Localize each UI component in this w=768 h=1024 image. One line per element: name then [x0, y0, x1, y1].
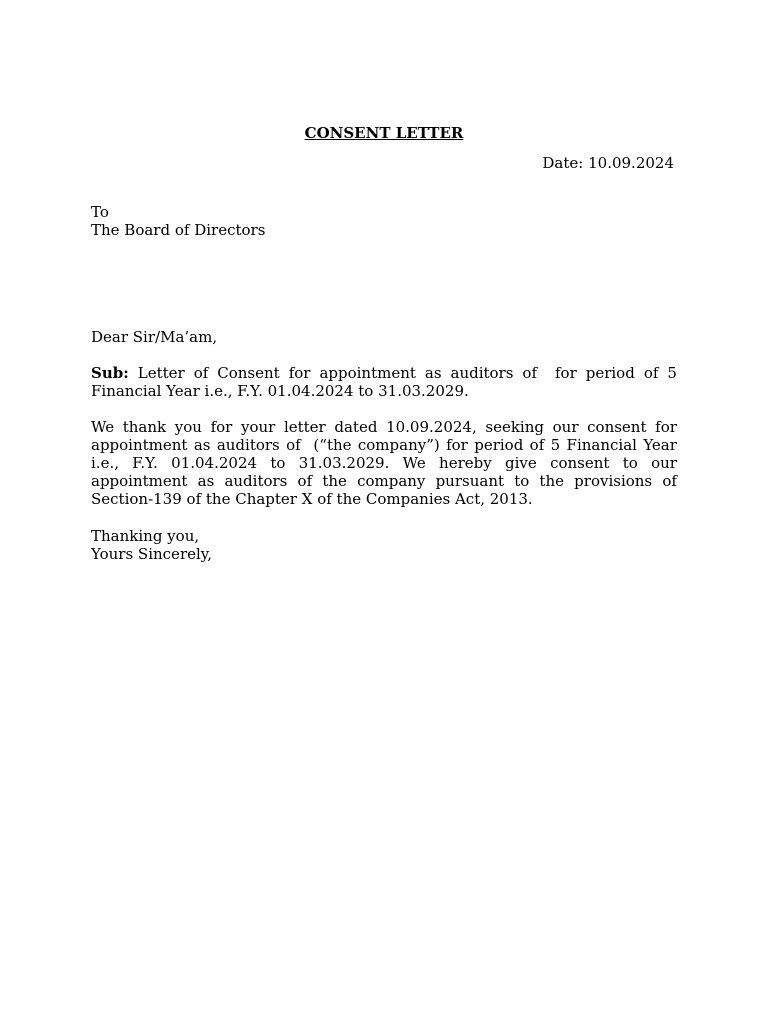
subject-word: for: [554, 364, 577, 382]
subject-word: of: [522, 364, 538, 382]
body-word: seeking: [485, 418, 544, 436]
body-word: you: [174, 418, 202, 436]
subject-word: as: [424, 364, 442, 382]
body-word: Financial: [566, 436, 637, 454]
subject-word: for: [288, 364, 311, 382]
body-word: consent: [550, 454, 610, 472]
subject-word: of: [193, 364, 209, 382]
body-word: to: [514, 472, 530, 490]
body-word: of: [662, 472, 677, 490]
body-word: pursuant: [435, 472, 505, 490]
body-word: We: [402, 454, 426, 472]
body-word: our: [552, 418, 579, 436]
subject-line-1: [91, 364, 677, 382]
body-word: auditors: [224, 472, 288, 490]
body-word: Year: [643, 436, 677, 454]
body-word: company”): [357, 436, 440, 454]
body-word: of: [529, 436, 545, 454]
subject-paragraph: [91, 364, 677, 400]
body-word: period: [474, 436, 524, 454]
body-word: as: [193, 436, 211, 454]
salutation: Dear Sir/Ma’am,: [91, 328, 218, 346]
body-line-1: [91, 418, 677, 436]
body-word: the: [322, 472, 347, 490]
closing-block: [91, 527, 212, 563]
subject-word: of: [643, 364, 659, 382]
body-word: F.Y.: [132, 454, 158, 472]
body-word: to: [270, 454, 286, 472]
date-value: 10.09.2024: [588, 154, 674, 172]
body-word: of: [286, 436, 301, 454]
body-word: thank: [122, 418, 167, 436]
closing-signoff: Yours Sincerely,: [91, 545, 213, 563]
to-label: To: [91, 203, 109, 221]
body-word: give: [505, 454, 537, 472]
body-word: our: [651, 454, 677, 472]
closing-thanks: Thanking you,: [91, 527, 200, 545]
subject-word: Consent: [217, 364, 280, 382]
body-word: appointment: [91, 436, 188, 454]
body-word: hereby: [439, 454, 492, 472]
body-word: the: [539, 472, 564, 490]
body-line-3: [91, 454, 677, 472]
body-word: 10.09.2024,: [386, 418, 477, 436]
body-word: of: [297, 472, 313, 490]
subject-label: Sub:: [91, 364, 129, 382]
body-word: 01.04.2024: [171, 454, 258, 472]
subject-word: Letter: [137, 364, 185, 382]
body-word: auditors: [216, 436, 280, 454]
body-word: as: [197, 472, 215, 490]
body-line-5: Section-139 of the Chapter X of the Companies Act, 2013.: [91, 490, 533, 508]
body-word: to: [622, 454, 638, 472]
body-word: your: [240, 418, 276, 436]
body-word: letter: [283, 418, 326, 436]
body-word: consent: [587, 418, 647, 436]
body-word: appointment: [91, 472, 188, 490]
recipient-block: [91, 203, 265, 239]
subject-word: period: [585, 364, 635, 382]
subject-line-2: Financial Year i.e., F.Y. 01.04.2024 to 31.03.2029.: [91, 382, 469, 400]
body-paragraph: [91, 418, 677, 508]
body-word: for: [446, 436, 468, 454]
letter-title: CONSENT LETTER: [304, 124, 464, 142]
date-line: [542, 154, 674, 172]
body-word: for: [210, 418, 233, 436]
body-word: We: [91, 418, 115, 436]
body-word: 5: [550, 436, 561, 454]
body-line-4: [91, 472, 677, 490]
body-word: (“the: [313, 436, 352, 454]
body-word: i.e.,: [91, 454, 119, 472]
body-word: 31.03.2029.: [298, 454, 390, 472]
body-word: provisions: [574, 472, 653, 490]
body-word: dated: [334, 418, 378, 436]
subject-word: appointment: [319, 364, 416, 382]
body-word: company: [357, 472, 426, 490]
recipient-name: The Board of Directors: [91, 221, 266, 239]
body-line-2: [91, 436, 677, 454]
subject-word: auditors: [450, 364, 514, 382]
date-label: Date:: [542, 154, 584, 172]
body-word: for: [655, 418, 677, 436]
subject-word: 5: [667, 364, 677, 382]
